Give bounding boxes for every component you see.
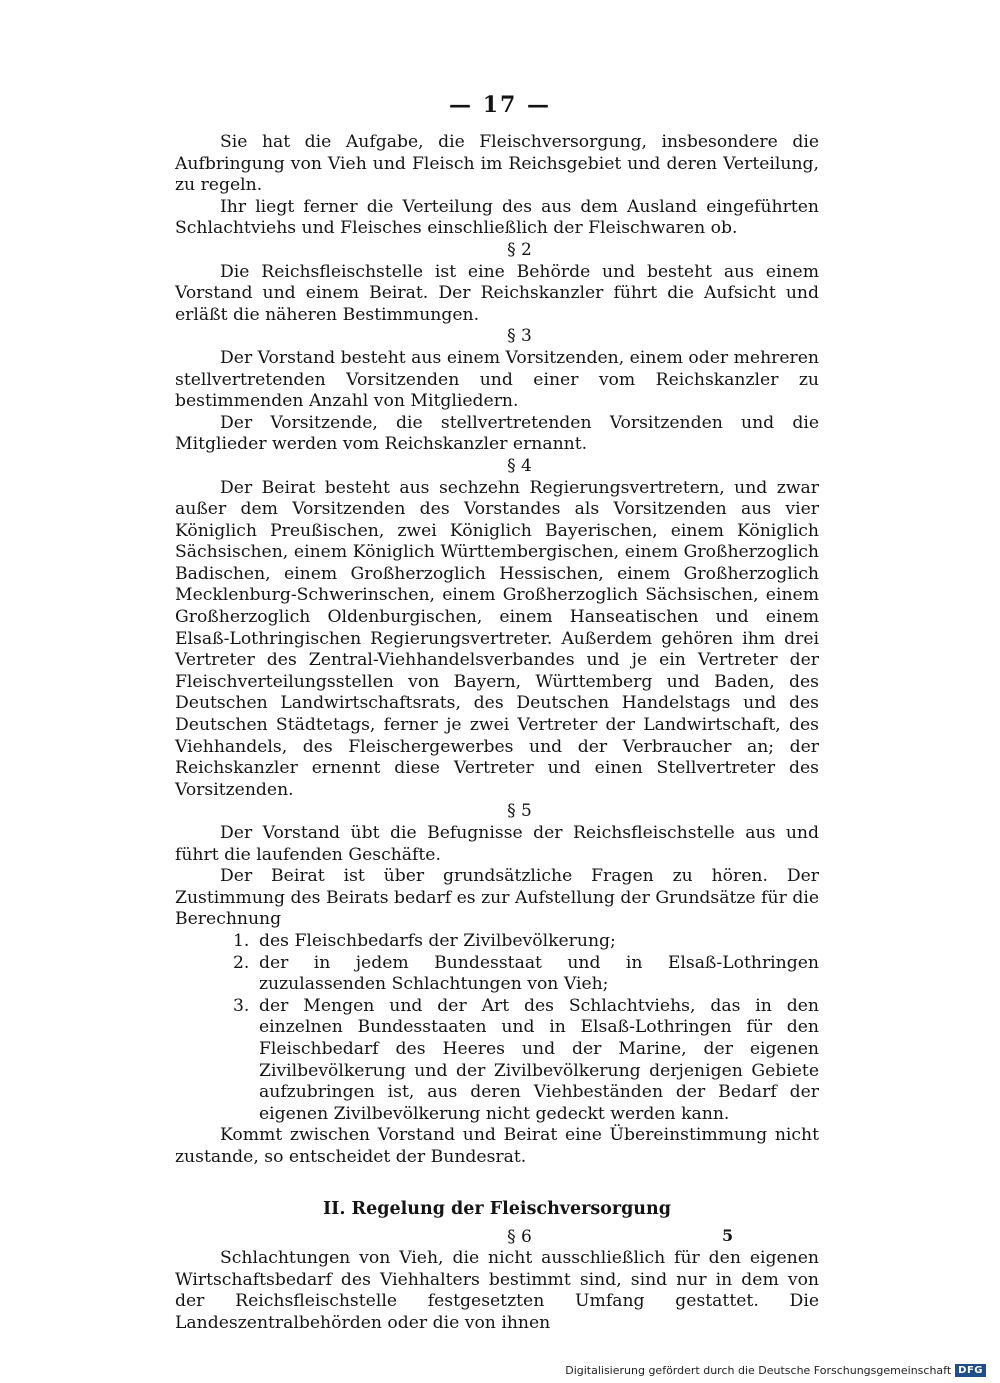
footer-text: Digitalisierung gefördert durch die Deutsche Forschungsgemeinschaft — [565, 1364, 952, 1377]
list-item-text: der in jedem Bundesstaat und in Elsaß-Lothringen zuzulassenden Schlachtungen von Vieh; — [259, 952, 819, 995]
list-item-number: 1. — [233, 930, 250, 951]
paragraph: Schlachtungen von Vieh, die nicht ausschließlich für den eigenen Wirtschaftsbedarf des Viehhalters bestimmt sind, sind nur in dem von der Reichsfleischstelle festgesetzten Umfang gestattet. Die Landeszentralbehörden oder die von ihnen — [175, 1248, 819, 1333]
chapter-heading: II. Regelung der Fleischversorgung — [323, 1198, 671, 1219]
section-heading: § 6 — [507, 1226, 532, 1247]
section-heading: § 3 — [507, 326, 532, 347]
dfg-logo-icon: DFG — [955, 1364, 986, 1377]
paragraph: Die Reichsfleischstelle ist eine Behörde und besteht aus einem Vorstand und einem Beirat. Der Reichskanzler führt die Aufsicht und erläßt die näheren Bestimmungen. — [175, 261, 819, 325]
paragraph: Der Vorstand übt die Befugnisse der Reichsfleischstelle aus und führt die laufenden Geschäfte. — [175, 823, 819, 865]
enumerated-list — [175, 931, 819, 1125]
document-body — [175, 132, 819, 1334]
signature-mark: 5 — [722, 1226, 734, 1245]
list-item-text: der Mengen und der Art des Schlachtviehs, das in den einzelnen Bundesstaaten und in Elsaß-Lothringen für den Fleischbedarf des Heeres und der Marine, der eigenen Zivilbevölkerung und der Zivilbevölkerung derjenigen Gebiete aufzubringen ist, aus deren Viehbeständen der Bedarf der eigenen Zivilbevölkerung nicht gedeckt werden kann. — [259, 995, 819, 1124]
paragraph: Der Beirat besteht aus sechzehn Regierungsvertretern, und zwar außer dem Vorsitzenden des Vorstandes als Vorsitzenden aus vier Königlich Preußischen, zwei Königlich Bayerischen, einem Königlich Sächsischen, einem Königlich Württembergischen, einem Großherzoglich Badischen, einem Großherzoglich Hessischen, einem Großherzoglich Mecklenburg-Schwerinschen, einem Großherzoglich Sächsischen, einem Großherzoglich Oldenburgischen, einem Hanseatischen und einem Elsaß-Lothringischen Regierungsvertreter. Außerdem gehören ihm drei Vertreter des Zentral-Viehhandelsverbandes und je ein Vertreter der Fleischverteilungsstellen von Bayern, Württemberg und Baden, des Deutschen Landwirtschaftsrats, des Deutschen Handelstags und des Deutschen Städtetags, ferner je zwei Vertreter der Landwirtschaft, des Viehhandels, des Fleischergewerbes und der Verbraucher an; der Reichskanzler ernennt diese Vertreter und einen Stellvertreter des Vorsitzenden. — [175, 477, 819, 800]
paragraph: Sie hat die Aufgabe, die Fleischversorgung, insbesondere die Aufbringung von Vieh und Fleisch im Reichsgebiet und deren Verteilung, zu regeln. — [175, 132, 819, 196]
list-item-text: des Fleischbedarfs der Zivilbevölkerung; — [259, 930, 616, 951]
page-number: — 17 — — [449, 92, 551, 118]
paragraph: Kommt zwischen Vorstand und Beirat eine Übereinstimmung nicht zustande, so entscheidet der Bundesrat. — [175, 1125, 819, 1167]
footer-credit — [565, 1364, 986, 1377]
list-item — [175, 931, 819, 953]
list-item — [175, 953, 819, 996]
paragraph: Der Vorstand besteht aus einem Vorsitzenden, einem oder mehreren stellvertretenden Vorsitzenden und einer vom Reichskanzler zu bestimmenden Anzahl von Mitgliedern. — [175, 347, 819, 412]
paragraph: Der Beirat ist über grundsätzliche Fragen zu hören. Der Zustimmung des Beirats bedarf es zur Aufstellung der Grundsätze für die Berechnung — [175, 866, 819, 930]
paragraph: Der Vorsitzende, die stellvertretenden Vorsitzenden und die Mitglieder werden vom Reichskanzler ernannt. — [175, 412, 819, 455]
list-item — [175, 996, 819, 1126]
list-item-number: 3. — [233, 995, 250, 1016]
paragraph: Ihr liegt ferner die Verteilung des aus dem Ausland eingeführten Schlachtviehs und Fleisches einschließlich der Fleischwaren ob. — [175, 196, 819, 239]
list-item-number: 2. — [233, 952, 250, 973]
section-heading: § 2 — [507, 239, 532, 260]
section-heading: § 5 — [507, 801, 532, 822]
section-heading: § 4 — [507, 455, 532, 476]
